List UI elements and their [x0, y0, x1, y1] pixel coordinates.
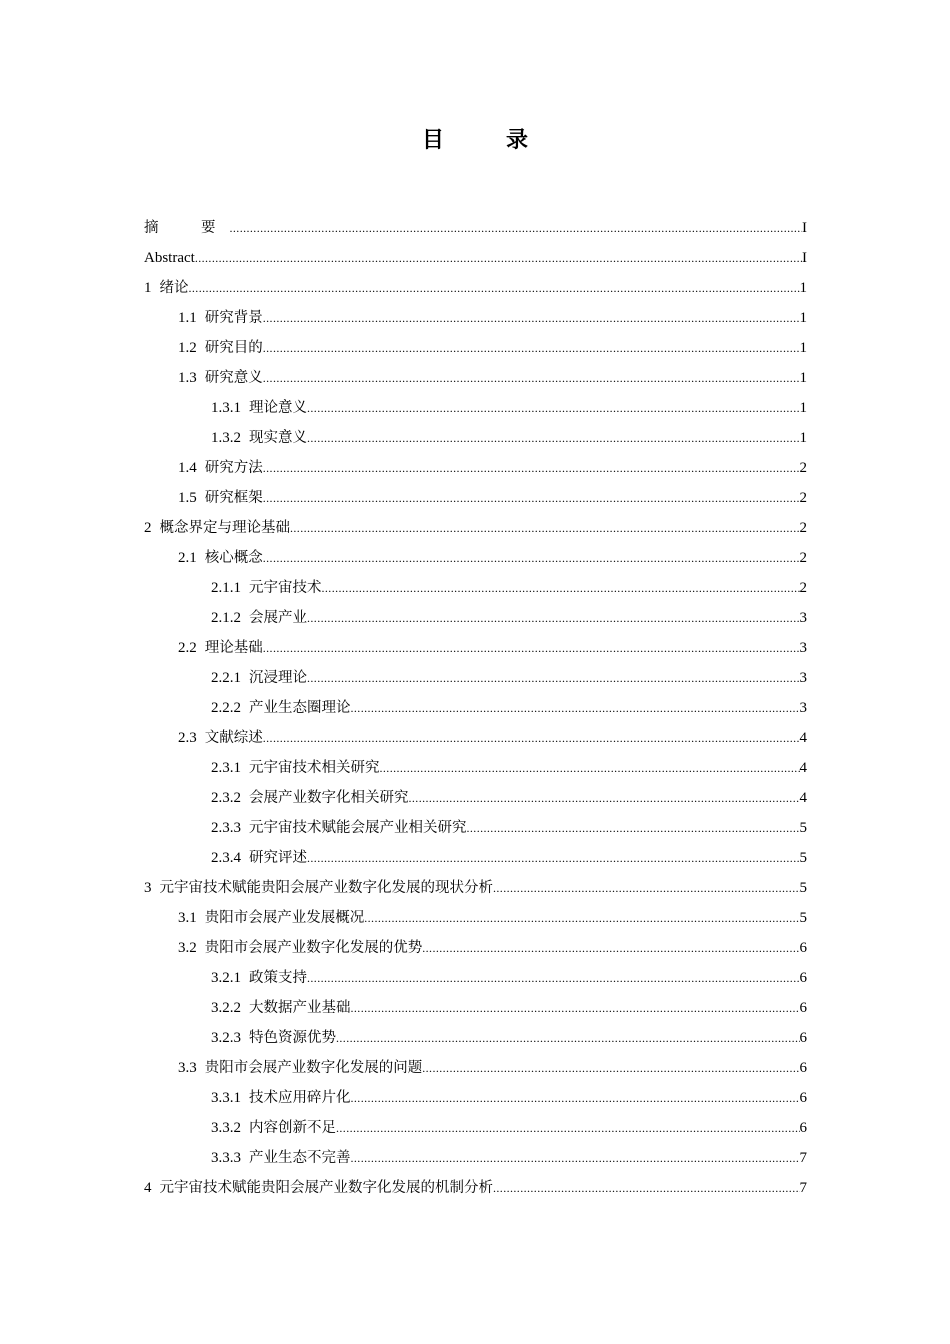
- toc-entry[interactable]: [144, 573, 807, 603]
- toc-entry-number: 2: [144, 520, 152, 536]
- toc-entry-page: 6: [799, 970, 807, 986]
- toc-entry-title: 技术应用碎片化: [249, 1090, 351, 1106]
- toc-entry-number: 3.3: [178, 1060, 197, 1076]
- toc-entry-number: 2.3.2: [211, 790, 241, 806]
- toc-entry-number: 3.3.3: [211, 1150, 241, 1166]
- toc-entry-page: 5: [799, 880, 807, 896]
- toc-entry-title: 研究目的: [204, 340, 263, 356]
- toc-entry-page: 3: [799, 610, 807, 626]
- toc-dot-leader: [263, 633, 800, 663]
- toc-entry[interactable]: [144, 213, 807, 243]
- toc-dot-leader: [290, 513, 800, 543]
- toc-entry-title: 元宇宙技术赋能贵阳会展产业数字化发展的机制分析: [159, 1180, 493, 1196]
- toc-entry-title: 元宇宙技术赋能贵阳会展产业数字化发展的现状分析: [159, 880, 493, 896]
- toc-entry-number: 3.2.1: [211, 970, 241, 986]
- toc-dot-leader: [422, 1053, 799, 1083]
- toc-entry-page: 2: [799, 520, 807, 536]
- toc-entry[interactable]: [144, 633, 807, 663]
- toc-dot-leader: [263, 303, 800, 333]
- toc-dot-leader: [307, 843, 800, 873]
- toc-entry-title: 沉浸理论: [249, 670, 307, 686]
- toc-entry-page: 6: [799, 1030, 807, 1046]
- toc-entry-title: 会展产业: [249, 610, 307, 626]
- toc-dot-leader: [351, 993, 800, 1023]
- toc-entry-number: 2.1.1: [211, 580, 241, 596]
- toc-entry-title: 研究意义: [204, 370, 263, 386]
- toc-entry[interactable]: [144, 543, 807, 573]
- toc-entry-number: 1.5: [178, 490, 197, 506]
- toc-entry-number: 2.3.1: [211, 760, 241, 776]
- toc-dot-leader: [263, 333, 800, 363]
- toc-entry-page: 5: [799, 910, 807, 926]
- toc-dot-leader: [351, 1143, 800, 1173]
- toc-entry-number: 2.2: [178, 640, 197, 656]
- toc-entry[interactable]: [144, 723, 807, 753]
- toc-entry-number: 3.3.2: [211, 1120, 241, 1136]
- toc-entry[interactable]: [144, 1173, 807, 1203]
- toc-dot-leader: [263, 543, 800, 573]
- toc-entry-title: 研究框架: [204, 490, 263, 506]
- toc-dot-leader: [307, 603, 800, 633]
- toc-entry[interactable]: [144, 813, 807, 843]
- toc-entry[interactable]: [144, 753, 807, 783]
- toc-entry[interactable]: [144, 273, 807, 303]
- toc-entry-number: 3.2.2: [211, 1000, 241, 1016]
- toc-entry[interactable]: [144, 873, 807, 903]
- toc-entry-page: 6: [799, 1090, 807, 1106]
- toc-entry-page: 5: [799, 820, 807, 836]
- toc-entry-page: I: [802, 250, 807, 266]
- toc-entry-number: 1.3.2: [211, 430, 241, 446]
- toc-entry-page: 1: [799, 430, 807, 446]
- toc-entry[interactable]: [144, 663, 807, 693]
- toc-entry[interactable]: [144, 423, 807, 453]
- toc-entry-page: 6: [799, 1060, 807, 1076]
- toc-entry-title: 贵阳市会展产业数字化发展的优势: [204, 940, 423, 956]
- toc-entry-title: 元宇宙技术相关研究: [249, 760, 380, 776]
- toc-entry-title: 研究方法: [204, 460, 263, 476]
- toc-entry-page: 2: [799, 580, 807, 596]
- toc-dot-leader: [263, 363, 800, 393]
- toc-entry-page: 2: [799, 490, 807, 506]
- toc-entry[interactable]: [144, 1083, 807, 1113]
- toc-entry-title: 产业生态圈理论: [249, 700, 351, 716]
- toc-entry-page: 6: [799, 1120, 807, 1136]
- toc-entry[interactable]: [144, 783, 807, 813]
- toc-entry-number: 1.3: [178, 370, 197, 386]
- toc-dot-leader: [336, 1113, 800, 1143]
- toc-entry-title: 特色资源优势: [249, 1030, 336, 1046]
- toc-dot-leader: [409, 783, 800, 813]
- toc-dot-leader: [307, 423, 800, 453]
- toc-entry-number: 2.1.2: [211, 610, 241, 626]
- toc-entry-title: 贵阳市会展产业发展概况: [204, 910, 365, 926]
- toc-entry-page: 6: [799, 940, 807, 956]
- toc-entry-number: 1.4: [178, 460, 197, 476]
- toc-entry-title: 大数据产业基础: [249, 1000, 351, 1016]
- toc-dot-leader: [422, 933, 799, 963]
- toc-entry-page: 1: [799, 370, 807, 386]
- toc-entry-title: 概念界定与理论基础: [159, 520, 290, 536]
- toc-entry-page: 3: [799, 670, 807, 686]
- toc-entry-page: 6: [799, 1000, 807, 1016]
- toc-title: 目 录: [421, 128, 548, 153]
- toc-entry-number: 3: [144, 880, 152, 896]
- toc-entry-page: 2: [799, 550, 807, 566]
- toc-entry[interactable]: [144, 1023, 807, 1053]
- toc-dot-leader: [189, 273, 800, 303]
- toc-entry-page: 2: [799, 460, 807, 476]
- toc-entry[interactable]: [144, 333, 807, 363]
- toc-dot-leader: [230, 213, 803, 243]
- toc-entry-title: Abstract: [144, 250, 195, 266]
- toc-entry[interactable]: [144, 1143, 807, 1173]
- toc-entry-title: 政策支持: [249, 970, 307, 986]
- toc-dot-leader: [195, 243, 802, 273]
- toc-entry-page: 1: [799, 310, 807, 326]
- toc-entry-title: 会展产业数字化相关研究: [249, 790, 409, 806]
- toc-entry-title: 现实意义: [249, 430, 307, 446]
- toc-entry-page: 4: [799, 760, 807, 776]
- toc-dot-leader: [307, 963, 800, 993]
- toc-entry[interactable]: [144, 603, 807, 633]
- toc-entry[interactable]: [144, 693, 807, 723]
- toc-entry-page: 7: [799, 1150, 807, 1166]
- toc-entry-page: 3: [799, 700, 807, 716]
- toc-entry-number: 3.1: [178, 910, 197, 926]
- toc-entry-number: 2.2.1: [211, 670, 241, 686]
- toc-entry-number: 4: [144, 1180, 152, 1196]
- toc-entry-page: I: [802, 220, 807, 236]
- toc-entry[interactable]: [144, 303, 807, 333]
- toc-dot-leader: [263, 483, 800, 513]
- toc-entry-number: 1.1: [178, 310, 197, 326]
- toc-entry[interactable]: [144, 393, 807, 423]
- toc-entry-page: 1: [799, 280, 807, 296]
- toc-entry-number: 1: [144, 280, 152, 296]
- toc-entry-number: 2.1: [178, 550, 197, 566]
- toc-entry-title: 绪论: [159, 280, 189, 296]
- toc-entry-title: 内容创新不足: [249, 1120, 336, 1136]
- toc-entry-page: 7: [799, 1180, 807, 1196]
- toc-entry[interactable]: [144, 843, 807, 873]
- toc-entry[interactable]: [144, 1053, 807, 1083]
- toc-list: [144, 213, 807, 1203]
- toc-dot-leader: [336, 1023, 800, 1053]
- toc-entry-title: 产业生态不完善: [249, 1150, 351, 1166]
- toc-entry-number: 2.3.3: [211, 820, 241, 836]
- toc-entry[interactable]: [144, 903, 807, 933]
- toc-entry-page: 4: [799, 730, 807, 746]
- toc-entry-number: 3.3.1: [211, 1090, 241, 1106]
- toc-entry-page: 5: [799, 850, 807, 866]
- toc-entry-number: 1.3.1: [211, 400, 241, 416]
- toc-entry-title: 研究评述: [249, 850, 307, 866]
- toc-entry-page: 1: [799, 340, 807, 356]
- toc-entry-number: 2.2.2: [211, 700, 241, 716]
- toc-dot-leader: [351, 1083, 800, 1113]
- toc-entry[interactable]: [144, 453, 807, 483]
- toc-entry[interactable]: [144, 483, 807, 513]
- toc-entry[interactable]: [144, 513, 807, 543]
- toc-entry-number: 1.2: [178, 340, 197, 356]
- toc-dot-leader: [493, 873, 800, 903]
- toc-dot-leader: [493, 1173, 800, 1203]
- toc-dot-leader: [322, 573, 800, 603]
- toc-dot-leader: [263, 453, 800, 483]
- toc-entry[interactable]: [144, 363, 807, 393]
- toc-entry-title: 元宇宙技术: [249, 580, 322, 596]
- toc-entry[interactable]: [144, 1113, 807, 1143]
- toc-dot-leader: [307, 393, 800, 423]
- toc-dot-leader: [263, 723, 800, 753]
- toc-entry-title: 核心概念: [204, 550, 263, 566]
- toc-entry-page: 1: [799, 400, 807, 416]
- toc-entry-number: 3.2.3: [211, 1030, 241, 1046]
- toc-entry-number: 2.3: [178, 730, 197, 746]
- toc-entry-number: 3.2: [178, 940, 197, 956]
- toc-entry[interactable]: [144, 963, 807, 993]
- toc-entry-title: 理论基础: [204, 640, 263, 656]
- toc-dot-leader: [351, 693, 800, 723]
- toc-entry-title: 摘 要: [144, 220, 230, 236]
- toc-entry-title: 元宇宙技术赋能会展产业相关研究: [249, 820, 467, 836]
- toc-entry-title: 理论意义: [249, 400, 307, 416]
- toc-entry[interactable]: [144, 933, 807, 963]
- toc-entry[interactable]: [144, 243, 807, 273]
- toc-dot-leader: [467, 813, 800, 843]
- toc-entry-title: 文献综述: [204, 730, 263, 746]
- toc-entry-page: 4: [799, 790, 807, 806]
- toc-entry-number: 2.3.4: [211, 850, 241, 866]
- toc-entry-page: 3: [799, 640, 807, 656]
- toc-dot-leader: [364, 903, 799, 933]
- toc-entry[interactable]: [144, 993, 807, 1023]
- toc-entry-title: 研究背景: [204, 310, 263, 326]
- toc-dot-leader: [307, 663, 800, 693]
- toc-entry-title: 贵阳市会展产业数字化发展的问题: [204, 1060, 423, 1076]
- toc-dot-leader: [380, 753, 800, 783]
